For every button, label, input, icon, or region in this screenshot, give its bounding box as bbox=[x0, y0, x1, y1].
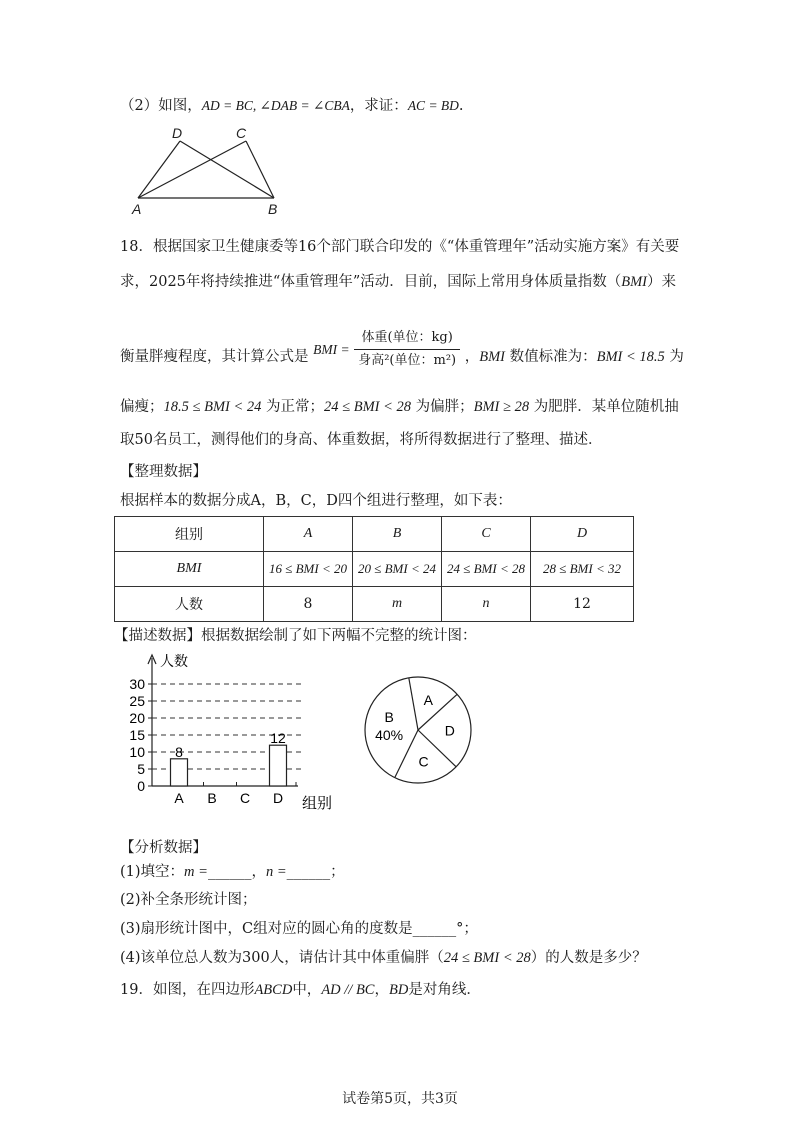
pie-chart bbox=[360, 672, 480, 792]
section-organize-heading: 【整理数据】 bbox=[120, 464, 207, 480]
category-label-d: D bbox=[272, 790, 284, 806]
q18-sub-4 bbox=[120, 948, 647, 968]
slice-percent-b: 40% bbox=[375, 726, 404, 743]
q18-line3-wei: 为 bbox=[664, 348, 684, 365]
q17-figure bbox=[128, 124, 288, 220]
data-label: 12 bbox=[270, 730, 286, 747]
q18-line4-b: 为正常； bbox=[261, 399, 324, 415]
q19-text-b: 中， bbox=[292, 982, 322, 998]
q19-bd: BD bbox=[388, 982, 409, 998]
q18-line2-bmi: BMI bbox=[621, 274, 647, 290]
q18-line3-bmi: BMI bbox=[479, 348, 505, 365]
slice-label-b: B bbox=[384, 708, 394, 725]
q18-sub1-blank-m: ______， bbox=[207, 864, 266, 880]
y-tick-label: 15 bbox=[129, 727, 145, 743]
table-row bbox=[115, 517, 634, 552]
category-label-b: B bbox=[207, 790, 217, 806]
q17-prove: AC = BD bbox=[407, 98, 459, 113]
category-label-a: A bbox=[174, 790, 184, 806]
table-cell: 28 ≤ BMI < 32 bbox=[531, 552, 634, 587]
q18-line3-standard: 数值标准为： bbox=[504, 348, 597, 365]
q18-sub-3: (3)扇形统计图中，C组对应的圆心角的度数是______°； bbox=[120, 921, 478, 937]
table-cell: 8 bbox=[264, 587, 353, 622]
q18-line4-c: 为偏胖； bbox=[411, 399, 474, 415]
q18-line4-cond1: 18.5 ≤ BMI < 24 bbox=[163, 399, 262, 415]
q17-statement bbox=[120, 96, 464, 116]
table-cell: BMI bbox=[115, 552, 264, 587]
q17-prove-label: ，求证： bbox=[349, 98, 408, 114]
q18-sub-1 bbox=[120, 862, 345, 882]
data-label: 8 bbox=[175, 743, 183, 760]
y-tick-label: 25 bbox=[129, 693, 145, 709]
q18-line-3 bbox=[120, 328, 684, 371]
y-tick-label: 10 bbox=[129, 744, 145, 760]
q19-text-c: ， bbox=[374, 982, 389, 998]
table-cell: 组别 bbox=[115, 517, 264, 552]
q17-end: . bbox=[458, 98, 464, 114]
section-describe-heading: 【描述数据】 bbox=[114, 628, 201, 644]
q17-part-label: （2）如图， bbox=[120, 98, 202, 114]
group-table bbox=[114, 516, 634, 622]
bmi-formula-numerator: 体重(单位：kg) bbox=[354, 328, 460, 350]
table-cell: 16 ≤ BMI < 20 bbox=[264, 552, 353, 587]
q18-line-4 bbox=[120, 397, 679, 417]
table-cell: B bbox=[353, 517, 442, 552]
describe-text: 根据数据绘制了如下两幅不完整的统计图： bbox=[201, 628, 477, 644]
q18-sub1-blank-n: ______； bbox=[286, 864, 345, 880]
q18-line2-text: 求，2025年将持续推进“体重管理年”活动．目前，国际上常用身体质量指数（ bbox=[120, 274, 622, 290]
bmi-formula-denominator: 身高²(单位：m²) bbox=[358, 353, 457, 368]
q18-line4-cond3: BMI ≥ 28 bbox=[473, 399, 530, 415]
q18-sub1-n: n = bbox=[265, 864, 287, 880]
q18-line3-cond: BMI < 18.5 bbox=[596, 348, 665, 365]
point-c-label: C bbox=[236, 125, 247, 141]
y-tick-label: 20 bbox=[129, 710, 145, 726]
bar-chart bbox=[126, 650, 356, 810]
table-cell: 12 bbox=[531, 587, 634, 622]
q18-line-5: 取50名员工，测得他们的身高、体重数据，将所得数据进行了整理、描述． bbox=[120, 432, 603, 448]
q18-sub4-cond: 24 ≤ BMI < 28 bbox=[443, 950, 531, 966]
q18-sub1-label: (1)填空： bbox=[120, 864, 185, 880]
x-axis-label: 组别 bbox=[302, 795, 333, 810]
table-cell: 20 ≤ BMI < 24 bbox=[353, 552, 442, 587]
table-cell: n bbox=[442, 587, 531, 622]
y-tick-label: 0 bbox=[137, 778, 145, 794]
q18-line4-a: 偏瘦； bbox=[120, 399, 164, 415]
section-analyze-heading: 【分析数据】 bbox=[120, 840, 207, 856]
bar-a bbox=[171, 759, 188, 786]
slice-label-d: D bbox=[444, 722, 455, 739]
q18-line3-comma: ， bbox=[464, 348, 480, 365]
q19-statement bbox=[120, 980, 481, 1000]
y-axis-label: 人数 bbox=[160, 653, 188, 669]
describe-line bbox=[114, 626, 477, 646]
segment-ad bbox=[138, 141, 180, 198]
table-row bbox=[115, 587, 634, 622]
q18-line-1: 18．根据国家卫生健康委等16个部门联合印发的《“体重管理年”活动实施方案》有关要 bbox=[120, 239, 680, 255]
table-cell: 人数 bbox=[115, 587, 264, 622]
q18-sub-2: (2)补全条形统计图； bbox=[120, 892, 257, 908]
q19-parallel: AD // BC bbox=[321, 982, 375, 998]
table-cell: D bbox=[531, 517, 634, 552]
page-footer: 试卷第5页，共3页 bbox=[342, 1091, 458, 1107]
q18-line3-rest bbox=[465, 333, 684, 367]
segment-ac bbox=[138, 141, 246, 198]
q18-line4-cond2: 24 ≤ BMI < 28 bbox=[324, 399, 412, 415]
q19-abcd: ABCD bbox=[254, 982, 293, 998]
table-cell: 24 ≤ BMI < 28 bbox=[442, 552, 531, 587]
bmi-formula-lhs: BMI = bbox=[313, 341, 350, 357]
table-cell: C bbox=[442, 517, 531, 552]
slice-label-a: A bbox=[423, 691, 433, 708]
q18-sub1-m: m = bbox=[184, 864, 208, 880]
q19-text-a: 19．如图，在四边形 bbox=[120, 982, 255, 998]
table-row bbox=[115, 552, 634, 587]
q18-line-2 bbox=[120, 272, 676, 292]
table-cell: m bbox=[353, 587, 442, 622]
point-d-label: D bbox=[172, 125, 183, 141]
bmi-formula-fraction bbox=[354, 328, 460, 371]
q18-line4-d: 为肥胖．某单位随机抽 bbox=[529, 399, 679, 415]
bar-d bbox=[270, 745, 287, 786]
point-a-label: A bbox=[132, 201, 142, 217]
q17-given: AD = BC, ∠DAB = ∠CBA bbox=[201, 98, 350, 113]
q19-text-d: 是对角线． bbox=[408, 982, 481, 998]
q18-line3-text: 衡量胖瘦程度，其计算公式是 bbox=[120, 348, 309, 365]
organize-text: 根据样本的数据分成A，B，C，D四个组进行整理，如下表： bbox=[120, 493, 512, 509]
category-label-c: C bbox=[239, 790, 251, 806]
table-cell: A bbox=[264, 517, 353, 552]
slice-label-c: C bbox=[418, 753, 429, 770]
q18-sub4-text: (4)该单位总人数为300人，请估计其中体重偏胖（ bbox=[120, 950, 444, 966]
q18-sub4-end: ）的人数是多少？ bbox=[530, 950, 647, 966]
y-tick-label: 5 bbox=[137, 761, 145, 777]
y-tick-label: 30 bbox=[129, 676, 145, 692]
point-b-label: B bbox=[268, 201, 278, 217]
q18-line2-end: ）来 bbox=[647, 274, 676, 290]
